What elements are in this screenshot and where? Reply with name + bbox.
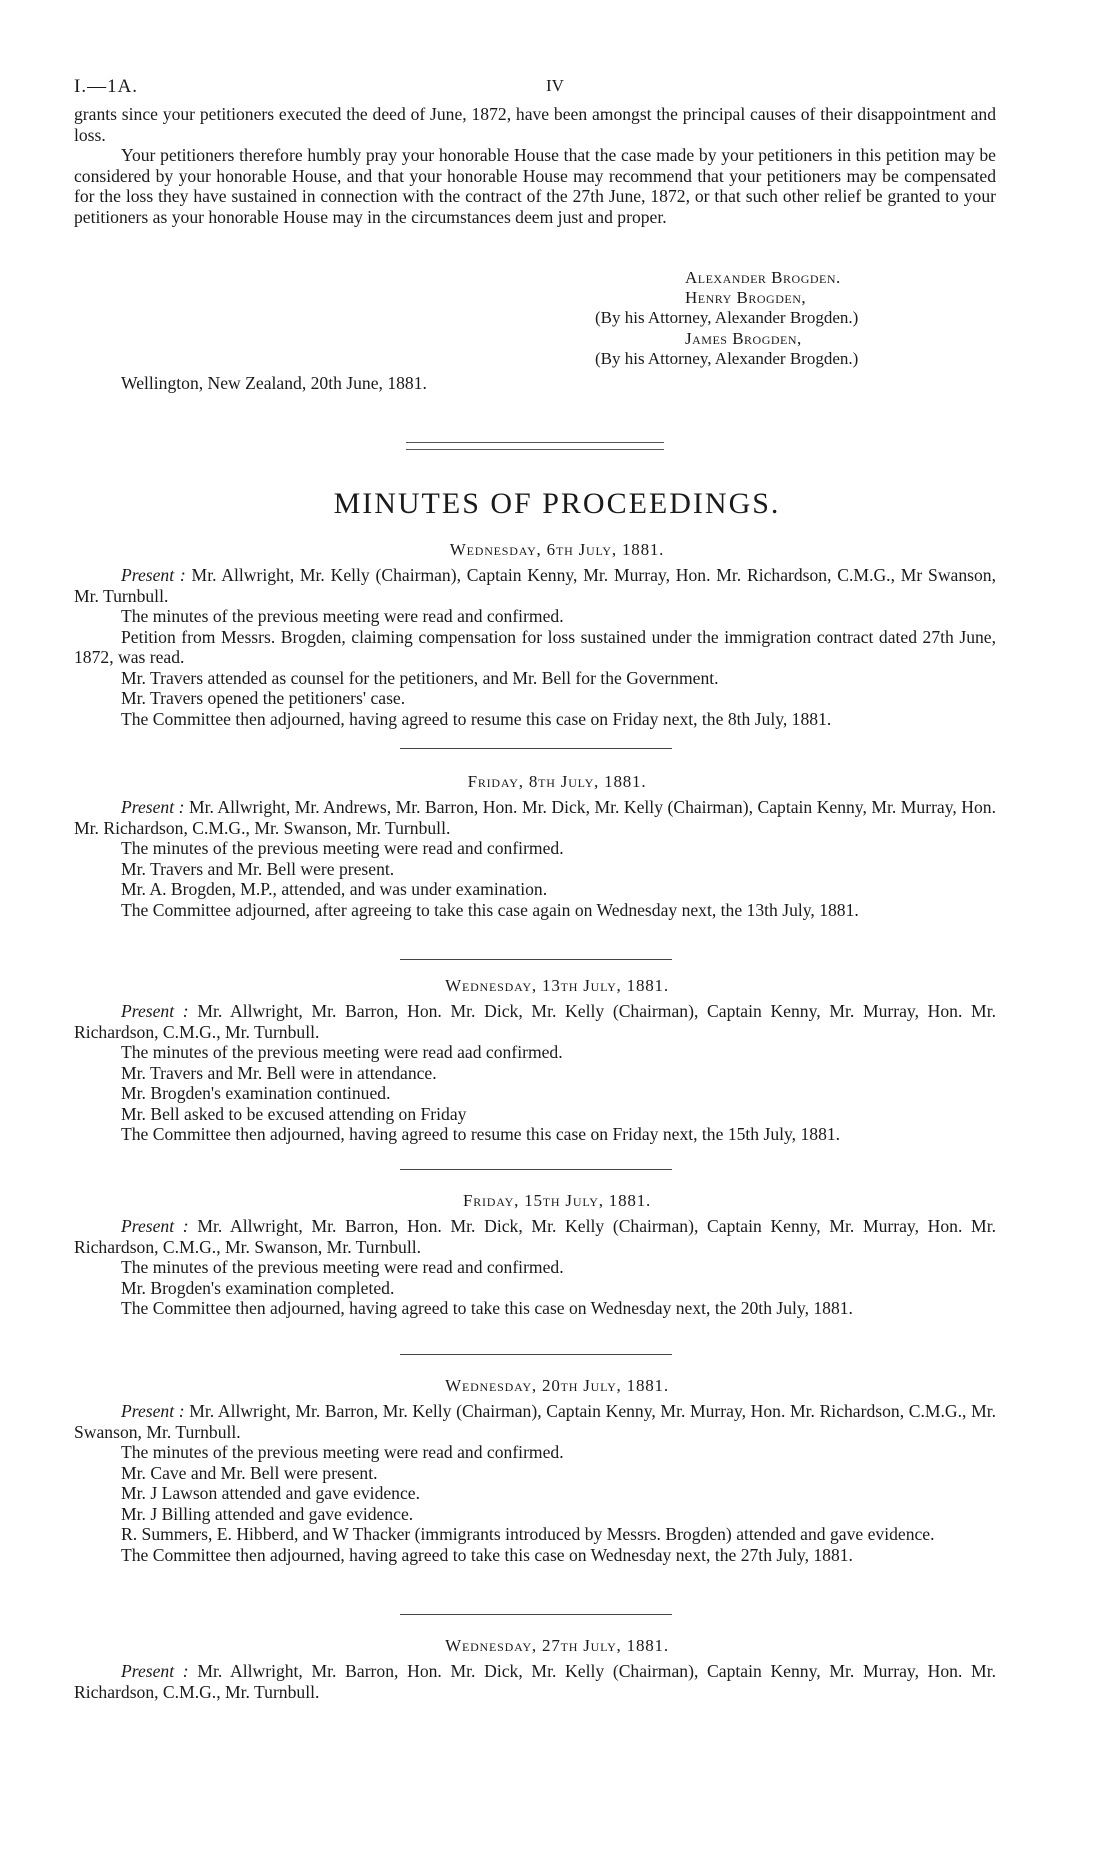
minute-line: The minutes of the previous meeting were read and confirmed. [121, 1442, 564, 1462]
present-label: Present : [121, 1001, 189, 1021]
minute-line: Mr. J Billing attended and gave evidence. [121, 1503, 414, 1524]
minute-line: The Committee then adjourned, having agreed to resume this case on Friday next, the 8th July, 1881. [121, 708, 832, 729]
session-rule [400, 1169, 672, 1170]
petition-paragraph: grants since your petitioners executed the deed of June, 1872, have been amongst the principal causes of their disappointment and loss. [74, 104, 996, 145]
present-line [74, 1661, 996, 1702]
session-body [74, 565, 996, 729]
session-body [74, 1001, 996, 1145]
minute-line: Mr. Brogden's examination completed. [121, 1277, 395, 1298]
session-rule [400, 959, 672, 960]
attorney-note-james: (By his Attorney, Alexander Brogden.) [595, 349, 859, 368]
present-line [74, 1401, 996, 1442]
minute-line: Mr. Travers and Mr. Bell were present. [121, 858, 395, 879]
minute-line: Mr. Brogden's examination continued. [121, 1083, 391, 1103]
session-heading: Wednesday, 27th July, 1881. [445, 1636, 669, 1655]
petition-prayer-paragraph: Your petitioners therefore humbly pray your honorable House that the case made by your petitioners in this petition may be considered by your honorable House, and that your honorable House may recommend that your petitioners may be compensated for the loss they have sustained in connection with the contract of the 27th June, 1872, or that such other relief be granted to your petitioners as your honorable House may in the circumstances deem just and proper. [74, 145, 996, 227]
signature-alexander: Alexander Brogden. [685, 268, 841, 287]
place-and-date: Wellington, New Zealand, 20th June, 1881. [121, 373, 427, 393]
minute-line: The minutes of the previous meeting were read and confirmed. [121, 606, 564, 626]
session-heading: Wednesday, 20th July, 1881. [445, 1376, 669, 1395]
minute-line: Mr. A. Brogden, M.P., attended, and was under examination. [121, 879, 548, 899]
minute-line: Mr. Travers attended as counsel for the petitioners, and Mr. Bell for the Government. [121, 667, 719, 688]
session-rule [400, 748, 672, 749]
petition-body [74, 104, 996, 227]
minute-line: Petition from Messrs. Brogden, claiming compensation for loss sustained under the immigration contract dated 27th June, 1872, was read. [74, 626, 996, 667]
minute-line: Mr. Travers opened the petitioners' case. [121, 688, 406, 708]
present-line [74, 1001, 996, 1042]
session-body [74, 797, 996, 920]
paper-code: I.—1A. [74, 76, 139, 97]
attorney-note-henry: (By his Attorney, Alexander Brogden.) [595, 308, 859, 327]
present-label: Present : [121, 1216, 189, 1236]
session-heading: Friday, 15th July, 1881. [462, 1191, 652, 1210]
present-members: Mr. Allwright, Mr. Kelly (Chairman), Captain Kenny, Mr. Murray, Hon. Mr. Richardson, C.M.G., Mr Swanson, Mr. Turnbull. [74, 565, 996, 606]
signature-henry: Henry Brogden, [685, 288, 807, 307]
present-members: Mr. Allwright, Mr. Andrews, Mr. Barron, Hon. Mr. Dick, Mr. Kelly (Chairman), Captain Kenny, Mr. Murray, Hon. Mr. Richardson, C.M.G., Mr. Swanson, Mr. Turnbull. [74, 797, 996, 838]
page-number: IV [546, 76, 564, 95]
signature-james: James Brogden, [685, 329, 802, 348]
minute-line: Mr. J Lawson attended and gave evidence. [121, 1483, 420, 1503]
minute-line: Mr. Cave and Mr. Bell were present. [121, 1462, 378, 1483]
session-body [74, 1216, 996, 1319]
present-line [74, 1216, 996, 1257]
minute-line: R. Summers, E. Hibberd, and W Thacker (immigrants introduced by Messrs. Brogden) attended and gave evidence. [121, 1524, 935, 1544]
present-members: Mr. Allwright, Mr. Barron, Hon. Mr. Dick, Mr. Kelly (Chairman), Captain Kenny, Mr. Murray, Hon. Mr. Richardson, C.M.G., Mr. Turnbull. [74, 1661, 996, 1702]
section-divider [406, 442, 664, 450]
minute-line: The Committee then adjourned, having agreed to take this case on Wednesday next, the 20th July, 1881. [121, 1298, 853, 1318]
present-label: Present : [121, 797, 185, 817]
minute-line: The Committee then adjourned, having agreed to take this case on Wednesday next, the 27th July, 1881. [121, 1544, 853, 1565]
minute-line: The minutes of the previous meeting were read aad confirmed. [121, 1042, 563, 1062]
present-members: Mr. Allwright, Mr. Barron, Hon. Mr. Dick, Mr. Kelly (Chairman), Captain Kenny, Mr. Murray, Hon. Mr. Richardson, C.M.G., Mr. Swanson, Mr. Turnbull. [74, 1216, 996, 1257]
present-label: Present : [121, 1661, 189, 1681]
present-label: Present : [121, 565, 186, 585]
page-header [74, 76, 1004, 100]
minute-line: Mr. Travers and Mr. Bell were in attendance. [121, 1062, 437, 1083]
session-heading: Wednesday, 6th July, 1881. [449, 540, 665, 559]
present-line [74, 797, 996, 838]
session-rule [400, 1614, 672, 1615]
minute-line: The minutes of the previous meeting were read and confirmed. [121, 1257, 564, 1277]
minute-line: The Committee then adjourned, having agreed to resume this case on Friday next, the 15th July, 1881. [121, 1124, 841, 1144]
session-body [74, 1661, 996, 1702]
session-heading: Friday, 8th July, 1881. [467, 772, 647, 791]
session-body [74, 1401, 996, 1565]
present-members: Mr. Allwright, Mr. Barron, Mr. Kelly (Chairman), Captain Kenny, Mr. Murray, Hon. Mr. Richardson, C.M.G., Mr. Swanson, Mr. Turnbull. [74, 1401, 997, 1442]
present-label: Present : [121, 1401, 185, 1421]
session-rule [400, 1354, 672, 1355]
minute-line: Mr. Bell asked to be excused attending on Friday [121, 1103, 467, 1124]
minutes-title: MINUTES OF PROCEEDINGS. [333, 487, 781, 520]
session-heading: Wednesday, 13th July, 1881. [445, 976, 669, 995]
present-line [74, 565, 996, 606]
minute-line: The minutes of the previous meeting were read and confirmed. [121, 838, 564, 858]
minute-line: The Committee adjourned, after agreeing to take this case again on Wednesday next, the 13th July, 1881. [121, 899, 859, 920]
present-members: Mr. Allwright, Mr. Barron, Hon. Mr. Dick, Mr. Kelly (Chairman), Captain Kenny, Mr. Murray, Hon. Mr. Richardson, C.M.G., Mr. Turnbull. [74, 1001, 996, 1042]
